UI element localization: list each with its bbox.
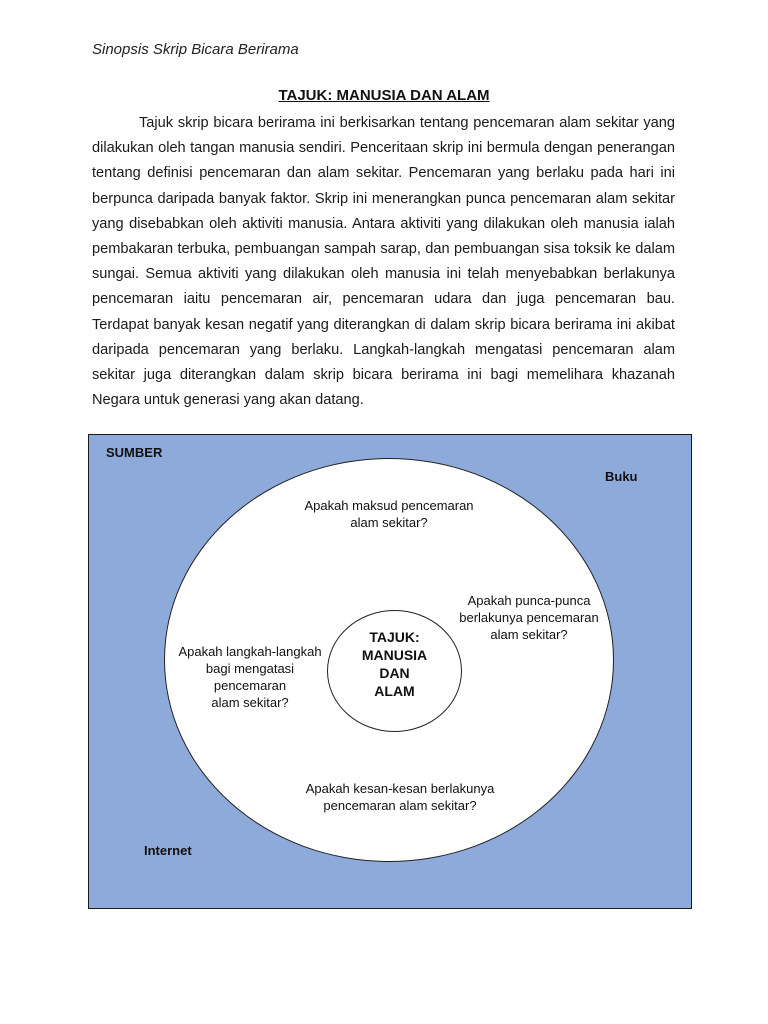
center-topic-line: TAJUK: <box>369 629 420 645</box>
header-note: Sinopsis Skrip Bicara Berirama <box>92 41 299 58</box>
source-book: Buku <box>605 469 638 484</box>
center-topic-line: MANUSIA <box>361 647 428 663</box>
center-topic-line: ALAM <box>374 683 415 699</box>
question-line: Apakah kesan-kesan berlakunya <box>305 781 495 796</box>
sources-label: SUMBER <box>106 445 163 460</box>
document-title: TAJUK: MANUSIA DAN ALAM <box>278 87 490 104</box>
question-line: Apakah punca-punca <box>467 593 591 608</box>
synopsis-paragraph: Tajuk skrip bicara berirama ini berkisarkan tentang pencemaran alam sekitar yang dilakukan oleh tangan manusia sendiri. Penceritaan skrip ini bermula dengan penerangan tentang definisi pencemaran dan alam sekitar. Pencemaran yang berlaku pada hari ini berpunca daripada banyak faktor. Skrip ini menerangkan punca pencemaran alam sekitar yang disebabkan oleh aktiviti manusia. Antara aktiviti yang dilakukan oleh manusia ialah pembakaran terbuka, pembuangan sampah sarap, dan pembuangan sisa toksik ke dalam sungai. Semua aktiviti yang dilakukan oleh manusia ini telah menyebabkan berlakunya pencemaran iaitu pencemaran air, pencemaran udara dan juga pencemaran bau. Terdapat banyak kesan negatif yang diterangkan di dalam skrip bicara berirama ini akibat daripada pencemaran yang berlaku. Langkah-langkah mengatasi pencemaran alam sekitar juga diterangkan dalam skrip bicara berirama ini bagi memelihara khazanah Negara untuk generasi yang akan datang. <box>92 115 675 409</box>
question-line: berlakunya pencemaran <box>459 610 599 625</box>
source-internet: Internet <box>144 843 192 858</box>
question-line: pencemaran alam sekitar? <box>323 798 477 813</box>
question-line: bagi mengatasi <box>205 661 295 676</box>
question-line: pencemaran <box>213 678 287 693</box>
question-causes <box>444 592 614 643</box>
center-topic-line: DAN <box>379 665 410 681</box>
question-definition <box>279 497 499 531</box>
question-solutions <box>167 643 333 711</box>
question-line: alam sekitar? <box>490 627 568 642</box>
question-line: Apakah maksud pencemaran <box>304 498 474 513</box>
question-line: alam sekitar? <box>350 515 428 530</box>
question-line: alam sekitar? <box>211 695 289 710</box>
topic-diagram <box>88 434 692 909</box>
question-effects <box>269 780 531 814</box>
center-topic <box>331 628 458 700</box>
question-line: Apakah langkah-langkah <box>178 644 322 659</box>
